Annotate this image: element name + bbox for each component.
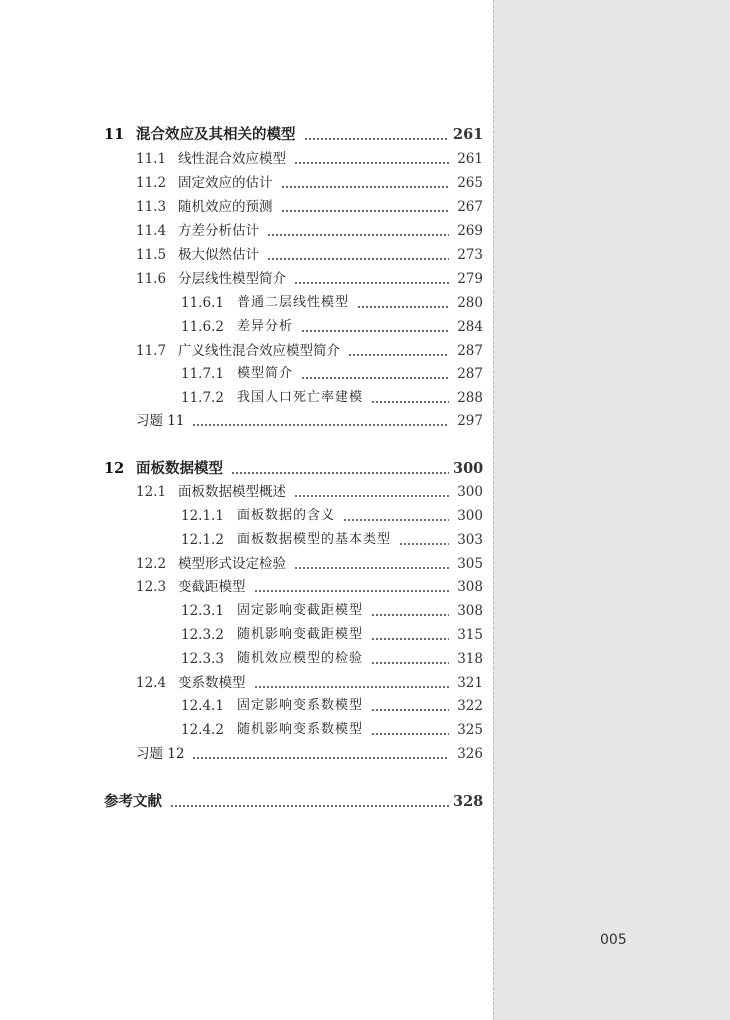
scan-margin (493, 0, 730, 1020)
toc-entry-page: 261 (457, 151, 483, 167)
leader-dots (301, 377, 449, 379)
leader-dots (170, 805, 449, 807)
toc-entry-number: 12.1.2 (181, 532, 224, 548)
toc-entry-page: 322 (457, 698, 483, 714)
toc-entry-number: 11.3 (136, 199, 167, 215)
toc-entry-title: 随机影响变系数模型 (237, 722, 364, 737)
toc-entry-page: 305 (457, 556, 483, 572)
toc-entry[interactable] (136, 146, 483, 168)
leader-dots (254, 590, 450, 592)
toc-entry-page: 287 (457, 343, 483, 359)
toc-entry-number: 11 (104, 126, 125, 143)
toc-entry-number: 12.1 (136, 484, 167, 500)
leader-dots (348, 354, 449, 356)
leader-dots (399, 543, 449, 545)
toc-entry[interactable] (181, 622, 483, 644)
toc-entry-title: 参考文献 (104, 793, 162, 810)
toc-entry[interactable] (136, 551, 483, 573)
toc-entry[interactable] (181, 646, 483, 668)
toc-entry-page: 297 (457, 413, 483, 429)
toc-entry-number: 11.7 (136, 343, 167, 359)
toc-entry-number: 12.4.1 (181, 698, 224, 714)
toc-entry-title: 习题 12 (136, 746, 185, 762)
toc-entry-number: 12.3 (136, 579, 167, 595)
toc-entry-page: 261 (453, 126, 484, 143)
toc-entry-title: 变系数模型 (178, 675, 246, 691)
toc-entry[interactable] (136, 408, 483, 430)
toc-entry-title: 模型简介 (237, 366, 294, 381)
leader-dots (301, 330, 449, 332)
toc-entry-page: 328 (453, 793, 484, 810)
toc-entry-page: 315 (457, 627, 483, 643)
toc-entry-title: 固定影响变系数模型 (237, 698, 364, 713)
toc-entry-title: 普通二层线性模型 (237, 295, 350, 310)
toc-entry-page: 300 (457, 508, 483, 524)
toc-entry-title: 面板数据模型 (136, 460, 223, 477)
toc-entry[interactable] (181, 717, 483, 739)
leader-dots (294, 282, 449, 284)
leader-dots (281, 210, 450, 212)
toc-entry-title: 固定效应的估计 (178, 175, 273, 191)
toc-entry-page: 325 (457, 722, 483, 738)
page-number: 005 (600, 932, 627, 948)
toc-entry[interactable] (181, 693, 483, 715)
toc-entry-page: 280 (457, 295, 483, 311)
toc-entry[interactable] (136, 170, 483, 192)
toc-entry[interactable] (136, 266, 483, 288)
toc-entry-number: 11.6.2 (181, 319, 224, 335)
toc-entry-number: 11.4 (136, 223, 167, 239)
toc-entry-page: 279 (457, 271, 483, 287)
toc-entry[interactable] (136, 670, 483, 692)
leader-dots (192, 757, 449, 759)
toc-entry-number: 12.4 (136, 675, 167, 691)
toc-entry[interactable] (181, 598, 483, 620)
leader-dots (294, 162, 449, 164)
toc-entry[interactable] (181, 290, 483, 312)
toc-entry[interactable] (181, 385, 483, 407)
toc-entry-title: 分层线性模型简介 (178, 271, 286, 287)
toc-entry[interactable] (181, 527, 483, 549)
leader-dots (294, 495, 449, 497)
toc-entry-title: 混合效应及其相关的模型 (136, 126, 296, 143)
leader-dots (254, 686, 450, 688)
leader-dots (371, 709, 449, 711)
toc-entry-number: 11.7.1 (181, 366, 224, 382)
toc-entry[interactable] (136, 218, 483, 240)
toc-entry-number: 11.6 (136, 271, 167, 287)
leader-dots (357, 306, 449, 308)
toc-entry[interactable] (181, 503, 483, 525)
toc-entry-title: 随机影响变截距模型 (237, 627, 364, 642)
toc-entry-number: 12 (104, 460, 125, 477)
toc-entry-number: 11.7.2 (181, 390, 224, 406)
toc-entry-number: 12.1.1 (181, 508, 224, 524)
toc-entry-title: 面板数据模型的基本类型 (237, 532, 392, 547)
toc-entry-number: 12.4.2 (181, 722, 224, 738)
toc-entry-number: 11.6.1 (181, 295, 224, 311)
toc-entry-number: 12.3.2 (181, 627, 224, 643)
leader-dots (281, 186, 450, 188)
toc-entry-number: 11.5 (136, 247, 167, 263)
toc-entry-page: 273 (457, 247, 483, 263)
leader-dots (371, 401, 449, 403)
toc-entry-number: 12.3.3 (181, 651, 224, 667)
toc-entry-title: 极大似然估计 (178, 247, 259, 263)
toc-entry[interactable] (136, 479, 483, 501)
leader-dots (371, 733, 449, 735)
leader-dots (371, 638, 449, 640)
toc-entry-page: 300 (457, 484, 483, 500)
toc-entry[interactable] (136, 574, 483, 596)
toc-entry-title: 习题 11 (136, 413, 185, 429)
toc-entry-number: 11.2 (136, 175, 167, 191)
toc-entry-title: 变截距模型 (178, 579, 246, 595)
toc-entry[interactable] (104, 122, 483, 144)
toc-entry-title: 方差分析估计 (178, 223, 259, 239)
toc-entry-title: 面板数据的含义 (237, 508, 336, 523)
leader-dots (343, 519, 449, 521)
toc-entry-number: 11.1 (136, 151, 167, 167)
toc-entry[interactable] (104, 456, 483, 478)
toc-entry-page: 308 (457, 603, 483, 619)
toc-entry[interactable] (104, 789, 483, 811)
toc-entry-title: 固定影响变截距模型 (237, 603, 364, 618)
toc-entry-page: 300 (453, 460, 484, 477)
leader-dots (371, 662, 449, 664)
toc-entry-page: 308 (457, 579, 483, 595)
toc-entry-page: 318 (457, 651, 483, 667)
toc-entry[interactable] (136, 741, 483, 763)
toc-entry-page: 326 (457, 746, 483, 762)
toc-entry-title: 线性混合效应模型 (178, 151, 286, 167)
toc-entry[interactable] (136, 194, 483, 216)
toc-entry[interactable] (181, 314, 483, 336)
leader-dots (267, 234, 449, 236)
toc-entry-title: 面板数据模型概述 (178, 484, 286, 500)
toc-entry-number: 12.3.1 (181, 603, 224, 619)
toc-entry-page: 265 (457, 175, 483, 191)
toc-entry-page: 267 (457, 199, 483, 215)
toc-entry-number: 12.2 (136, 556, 167, 572)
leader-dots (304, 138, 450, 140)
toc-entry-page: 269 (457, 223, 483, 239)
toc-entry-title: 广义线性混合效应模型简介 (178, 343, 340, 359)
toc-entry-page: 287 (457, 366, 483, 382)
leader-dots (371, 614, 449, 616)
toc-entry-title: 我国人口死亡率建模 (237, 390, 364, 405)
leader-dots (267, 258, 449, 260)
toc-entry-title: 差异分析 (237, 319, 294, 334)
toc-entry-page: 303 (457, 532, 483, 548)
toc-entry-title: 模型形式设定检验 (178, 556, 286, 572)
toc-entry-title: 随机效应模型的检验 (237, 651, 364, 666)
leader-dots (192, 424, 449, 426)
toc-entry-title: 随机效应的预测 (178, 199, 273, 215)
toc-entry[interactable] (181, 361, 483, 383)
leader-dots (231, 472, 449, 474)
toc-entry[interactable] (136, 338, 483, 360)
toc-entry-page: 321 (457, 675, 483, 691)
toc-entry[interactable] (136, 242, 483, 264)
toc-entry-page: 284 (457, 319, 483, 335)
leader-dots (294, 567, 449, 569)
toc-entry-page: 288 (457, 390, 483, 406)
